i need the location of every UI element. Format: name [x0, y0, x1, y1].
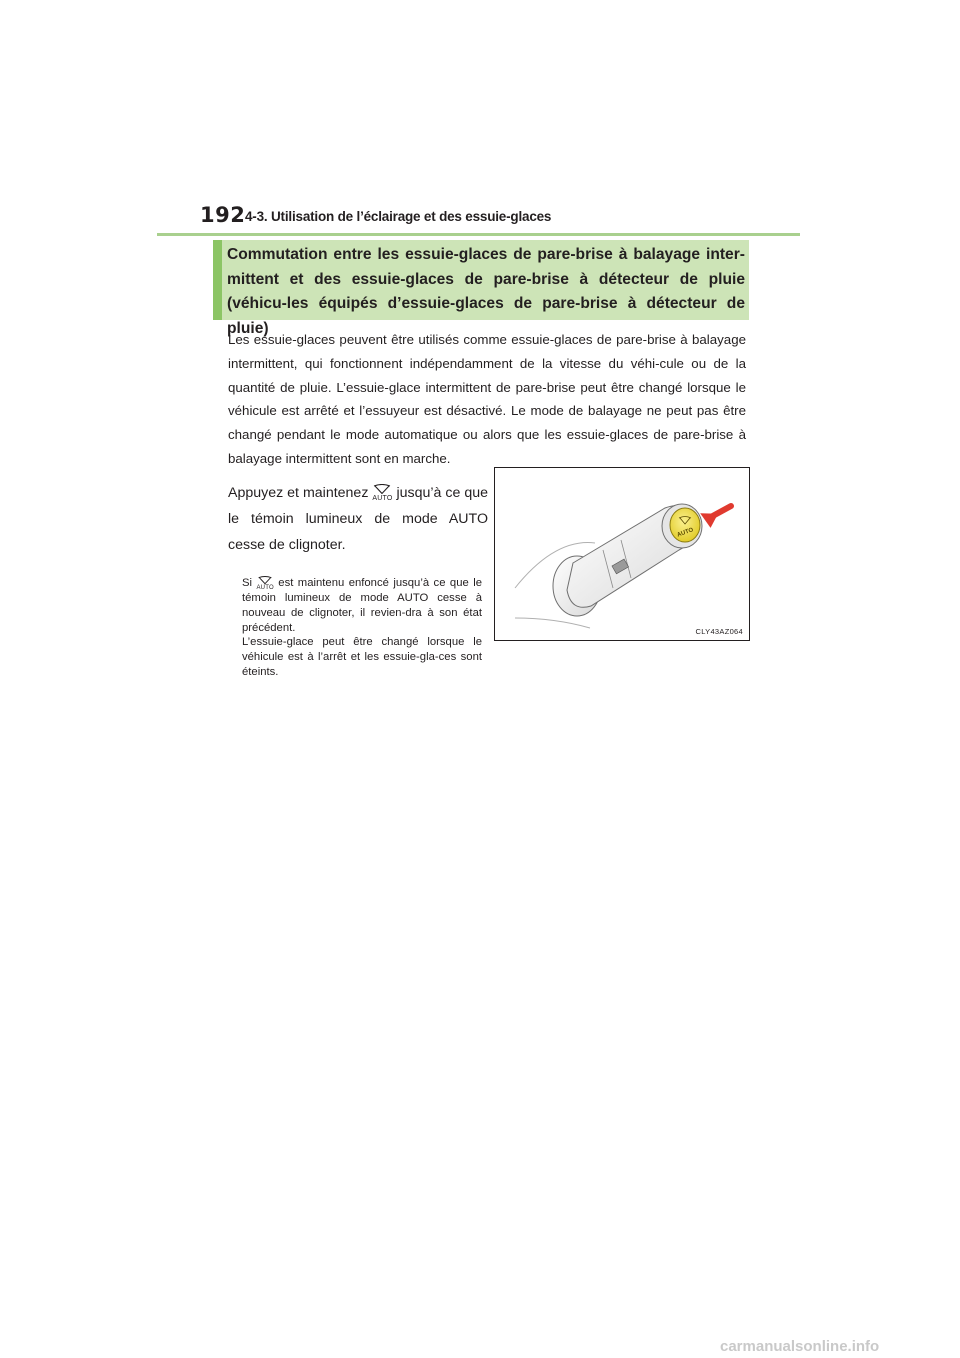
- wiper-lever-illustration: [495, 468, 749, 640]
- note-text: [242, 576, 482, 680]
- note-after-icon: est maintenu enfoncé jusqu’à ce que le témoin lumineux de mode AUTO cesse à nouveau de clignoter, il revien-dra à son état précédent.: [242, 577, 482, 634]
- auto-wiper-icon: [256, 576, 273, 591]
- page-number: 192: [200, 203, 246, 227]
- auto-wiper-icon-label: AUTO: [256, 585, 274, 591]
- watermark: carmanualsonline.info: [720, 1338, 880, 1355]
- auto-wiper-icon-label: AUTO: [372, 495, 393, 502]
- wiper-lever-figure: [494, 467, 750, 641]
- note-before-icon: Si: [242, 577, 253, 589]
- section-title: 4-3. Utilisation de l’éclairage et des essuie-glaces: [245, 209, 552, 224]
- note-paragraph: [242, 576, 482, 635]
- figure-code: CLY43AZ064: [695, 627, 743, 636]
- instruction-after-icon: jusqu’à ce que le témoin lumineux de mode AUTO cesse de clignoter.: [228, 485, 489, 553]
- instruction-before-icon: Appuyez et maintenez: [228, 485, 369, 501]
- instruction-text: [228, 480, 488, 558]
- note-second-paragraph: L’essuie-glace peut être changé lorsque le véhicule est à l’arrêt et les essuie-gla-ces sont éteints.: [242, 636, 482, 678]
- body-paragraph: Les essuie-glaces peuvent être utilisés comme essuie-glaces de pare-brise à balayage intermittent, qui fonctionnent indépendamment de la vitesse du véhi-cule ou de la quantité de pluie. L’essuie-glace intermittent de pare-brise peut être changé lorsque le véhicule est arrêté et l’essuyeur est désactivé. Le mode de balayage ne peut pas être changé pendant le mode automatique ou alors que les essuie-glaces de pare-brise à balayage intermittent sont en marche.: [228, 332, 746, 466]
- auto-button-label: AUTO: [676, 527, 695, 539]
- callout-box: [213, 240, 749, 337]
- callout-title: Commutation entre les essuie-glaces de pare-brise à balayage inter-mittent et des essuie-glaces de pare-brise à détecteur de pluie (véhicu-les équipés d’essuie-glaces de pare-brise à détecteur de pluie): [227, 246, 745, 337]
- auto-button: [670, 508, 700, 542]
- header-rule: [157, 233, 800, 236]
- callout-accent-bar: [213, 240, 222, 320]
- auto-wiper-icon: [372, 484, 392, 502]
